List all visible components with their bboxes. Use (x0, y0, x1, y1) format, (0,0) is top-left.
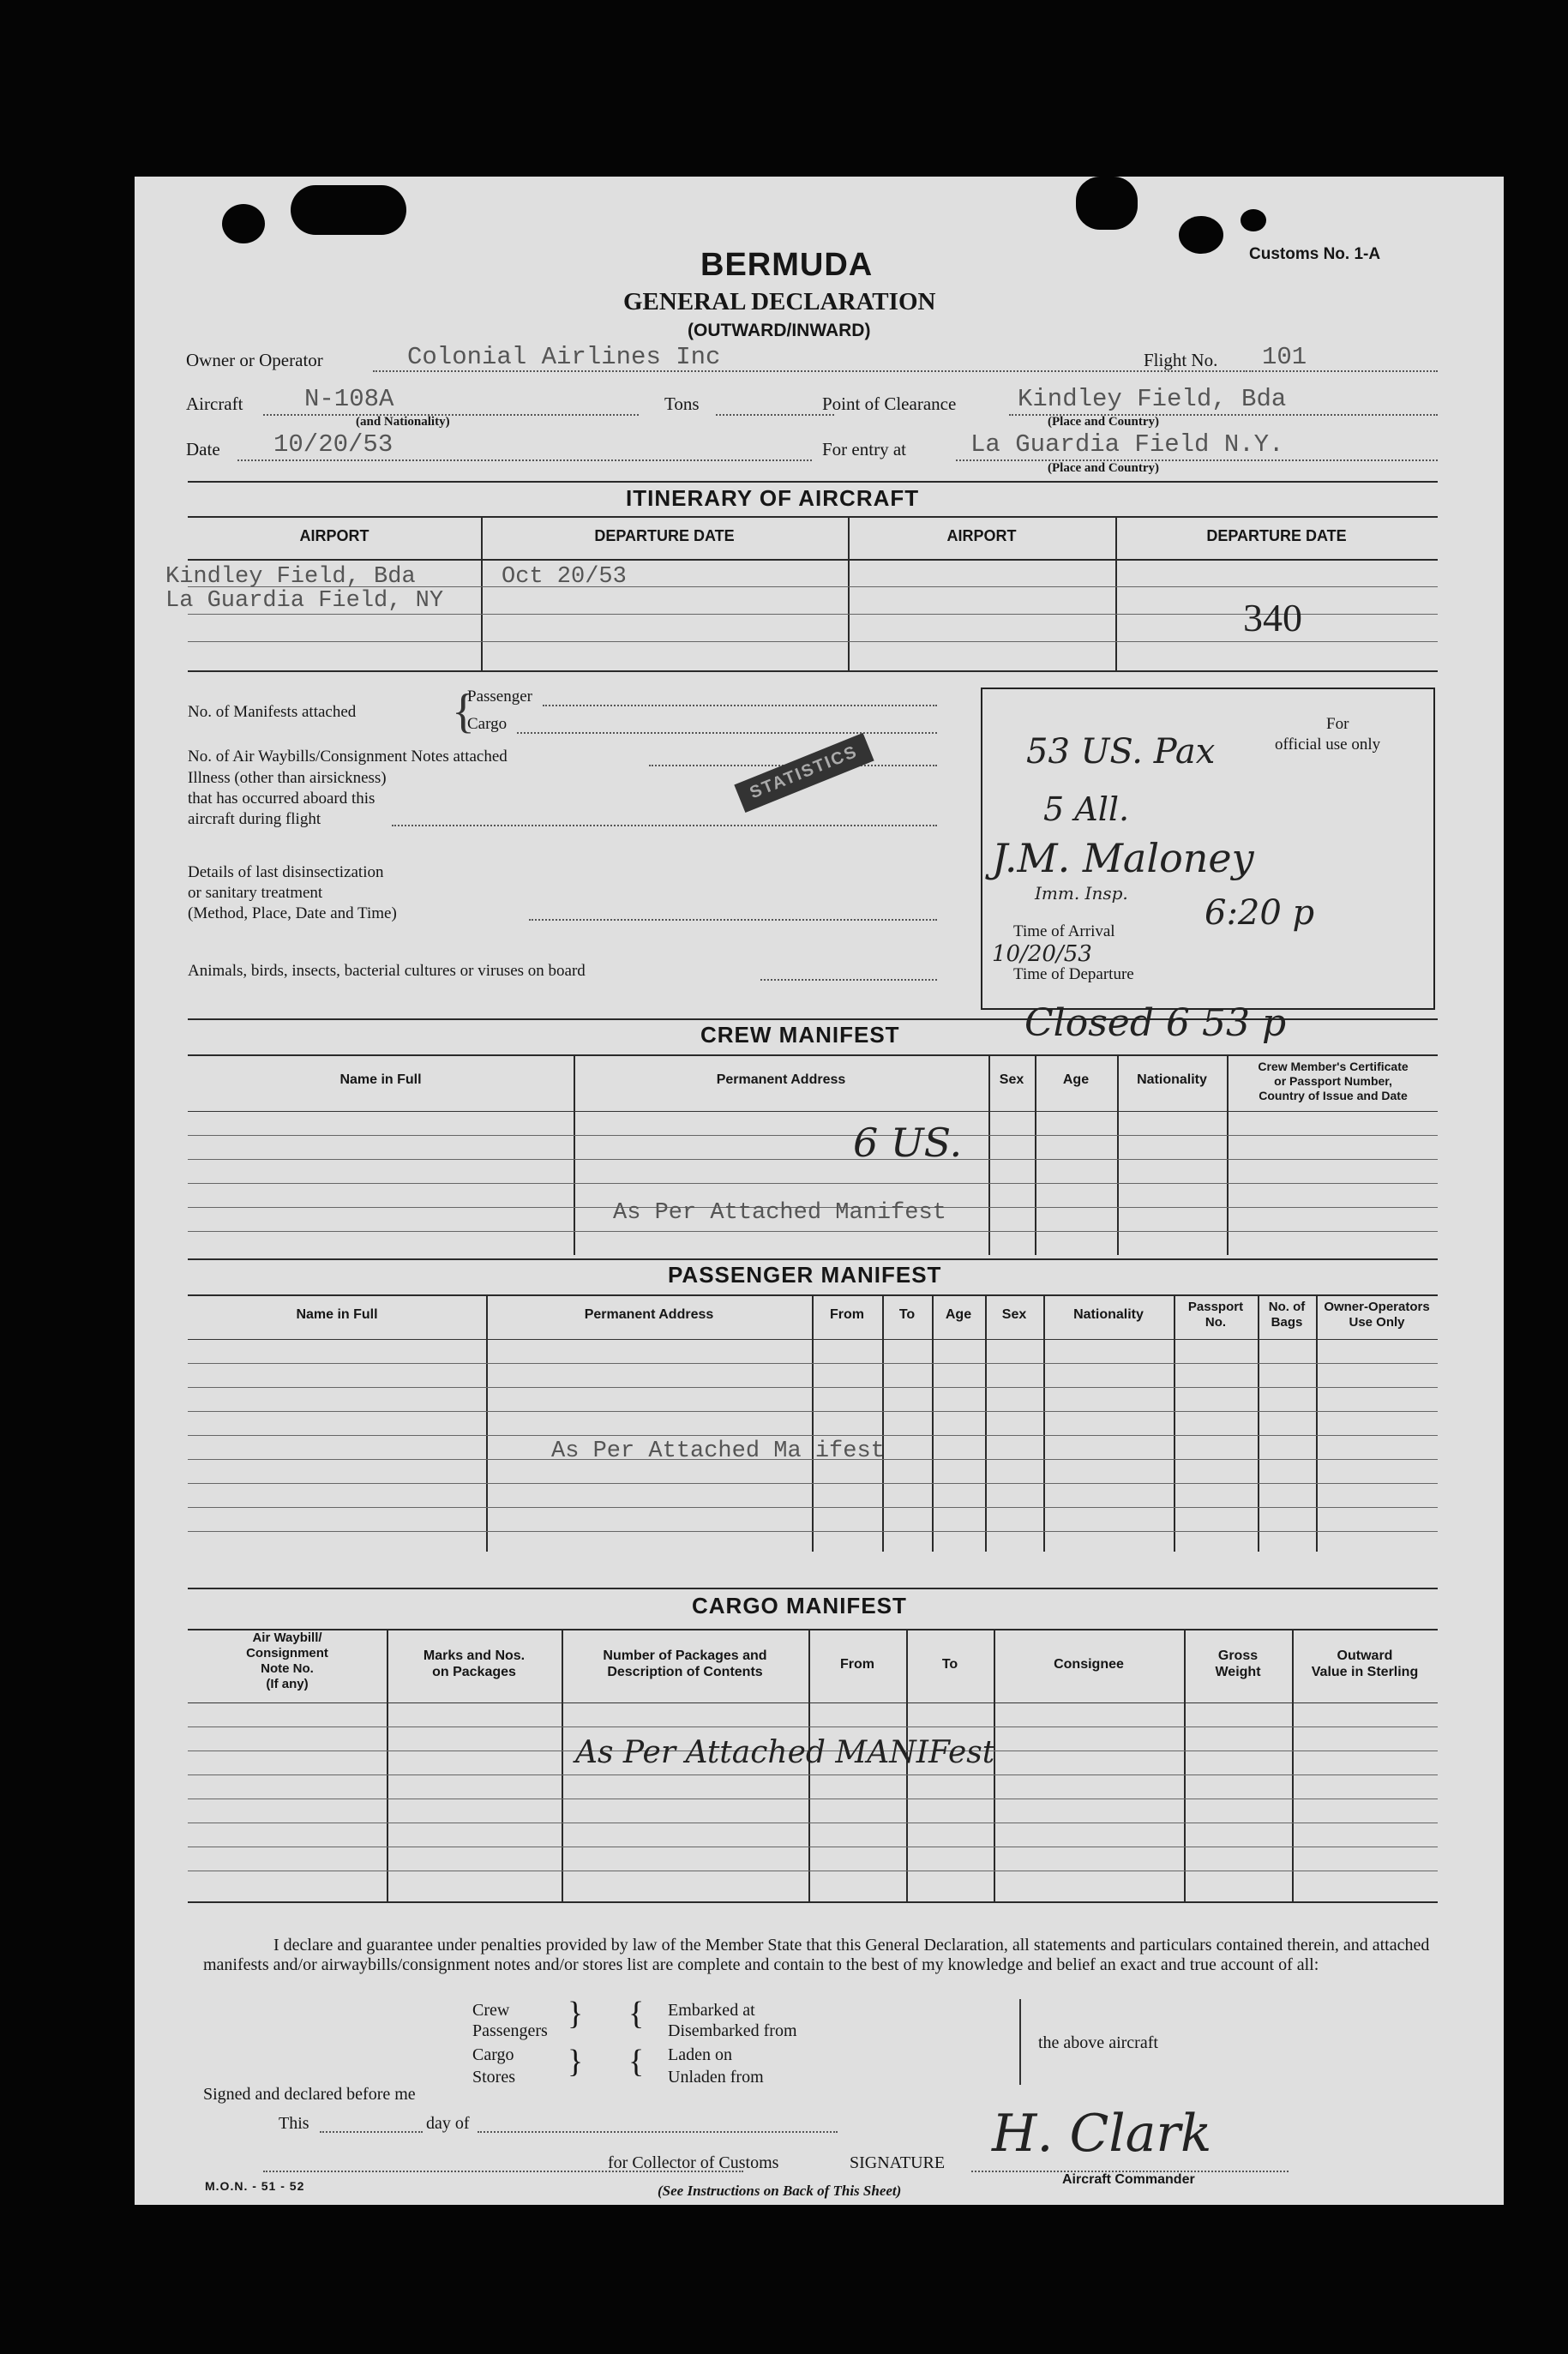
clearance-label: Point of Clearance (822, 393, 957, 414)
statistics-stamp: STATISTICS (734, 733, 874, 813)
manifest-cargo: Cargo (467, 715, 508, 733)
form-number: M.O.N. - 51 - 52 (205, 2179, 305, 2193)
crew-hand-count: 6 US. (853, 1120, 963, 1166)
flight-value: 101 (1262, 343, 1307, 371)
date-value: 10/20/53 (273, 430, 394, 459)
commander-label: Aircraft Commander (1062, 2172, 1195, 2187)
punch-hole-right (1179, 216, 1223, 254)
illness-label: Illness (other than airsickness) that has occurred aboard this aircraft during flight (188, 769, 387, 828)
entry-value: La Guardia Field N.Y. (970, 430, 1284, 459)
declaration-right-embarked: Embarked at (668, 2001, 755, 2020)
flight-label: Flight No. (1144, 350, 1218, 370)
form-title: BERMUDA (700, 247, 874, 283)
official-for: For (1326, 715, 1349, 733)
punch-hole-far-right (1241, 209, 1266, 231)
aircraft-note: (and Nationality) (356, 415, 450, 429)
pax-col-from: From (830, 1307, 864, 1322)
punch-tear-right (1076, 177, 1138, 230)
passenger-title: PASSENGER MANIFEST (668, 1262, 942, 1288)
time-departure-label: Time of Departure (1013, 965, 1134, 983)
manifests-label: No. of Manifests attached (188, 703, 357, 721)
itin-row1-date: Oct 20/53 (502, 564, 627, 590)
entry-note: (Place and Country) (1048, 461, 1159, 475)
crew-col-certificate: Crew Member's Certificate or Passport Number, Country of Issue and Date (1258, 1060, 1409, 1102)
declaration-left-crew: Crew (472, 2001, 510, 2020)
declaration-above-aircraft: the above aircraft (1038, 2033, 1158, 2052)
aircraft-label: Aircraft (186, 393, 243, 414)
official-hand-line1: 53 US. Pax (1026, 732, 1216, 772)
this-label: This (279, 2114, 309, 2133)
day-of-label: day of (426, 2114, 470, 2133)
pax-col-sex: Sex (1001, 1307, 1027, 1322)
itin-col-airport-1: AIRPORT (299, 527, 369, 544)
crew-col-sex: Sex (999, 1072, 1024, 1087)
waybills-label: No. of Air Waybills/Consignment Notes attached (188, 748, 508, 766)
crew-col-name: Name in Full (339, 1072, 422, 1087)
cargo-col-consignee: Consignee (1054, 1657, 1124, 1672)
crew-title: CREW MANIFEST (700, 1022, 900, 1048)
pax-col-age: Age (945, 1307, 972, 1322)
pax-col-passport: Passport No. (1187, 1300, 1244, 1330)
official-use-label: official use only (1275, 736, 1381, 754)
cargo-col-marks: Marks and Nos. on Packages (423, 1648, 526, 1679)
punch-tear-left (291, 185, 406, 235)
date-label: Date (186, 439, 220, 459)
time-arrival-value: 6:20 p (1205, 893, 1315, 933)
owner-value: Colonial Airlines Inc (407, 343, 721, 371)
cargo-col-value: Outward Value in Sterling (1311, 1648, 1419, 1679)
crew-col-age: Age (1062, 1072, 1090, 1087)
cargo-col-weight: Gross Weight (1215, 1648, 1261, 1679)
cargo-col-waybill: Air Waybill/ Consignment Note No. (If any) (246, 1630, 328, 1691)
cargo-title: CARGO MANIFEST (692, 1593, 907, 1618)
closed-note: Closed 6 53 p (1024, 1001, 1287, 1045)
animals-label: Animals, birds, insects, bacterial cultures or viruses on board (188, 962, 586, 980)
official-hand-line2: 5 All. (1043, 790, 1130, 828)
aircraft-value: N-108A (304, 385, 394, 413)
crew-col-nationality: Nationality (1137, 1072, 1207, 1087)
collector-label: for Collector of Customs (608, 2153, 779, 2172)
official-hand-signature: J.M. Maloney (992, 835, 1254, 881)
punch-hole-left (222, 204, 265, 243)
signed-declared: Signed and declared before me (203, 2085, 416, 2104)
pax-col-address: Permanent Address (584, 1307, 714, 1322)
disinsect-label: Details of last disinsectization or sanitary treatment (Method, Place, Date and Time) (188, 863, 397, 922)
pax-col-nationality: Nationality (1073, 1307, 1144, 1322)
declaration-left-cargo: Cargo (472, 2045, 514, 2064)
cargo-col-from: From (840, 1657, 874, 1672)
manifest-passenger: Passenger (467, 688, 532, 706)
itinerary-title: ITINERARY OF AIRCRAFT (626, 485, 920, 511)
time-arrival-label: Time of Arrival (1013, 922, 1115, 940)
owner-label: Owner or Operator (186, 350, 323, 370)
itin-col-airport-2: AIRPORT (946, 527, 1017, 544)
form-subtitle-2: (OUTWARD/INWARD) (688, 321, 871, 340)
declaration-left-stores: Stores (472, 2068, 515, 2087)
cargo-col-to: To (941, 1657, 958, 1672)
itin-col-date-2: DEPARTURE DATE (1206, 527, 1347, 544)
pax-col-bags: No. of Bags (1268, 1300, 1306, 1330)
entry-label: For entry at (822, 439, 906, 459)
cargo-col-packages: Number of Packages and Description of Contents (603, 1648, 767, 1679)
customs-number: Customs No. 1-A (1249, 245, 1381, 263)
form-subtitle: GENERAL DECLARATION (623, 288, 936, 315)
instructions-note: (See Instructions on Back of This Sheet) (658, 2183, 902, 2199)
pax-col-name: Name in Full (296, 1307, 378, 1322)
declaration-form: Customs No. 1-A BERMUDA GENERAL DECLARATION (OUTWARD/INWARD) Owner or Operator Colonial Airlines Inc Flight No. 101 Aircraft N-108A (and Nationality) Tons Point of Clearance Kindley Field, Bda (Place and Country) Date 10/20/53 For entry at La Guardia Field N.Y. (Place and Country) ITINERARY OF AIRCRAFT AIRPORT DEPARTURE DATE AIRPORT DEPARTURE DATE Kindley Field, Bda Oct 20/53 La Guardia Field, NY 340 No. of Manifests attached { Passenger Cargo No. of Air Waybills/Consignment Notes attached Illness (other than airsickness) that has occurred aboard this aircraft during flight STATISTICS Details of last disinsectization or sanitary treatment (Method, Place, Date and Time) Animals, birds, insects, bacterial cultures or viruses on board For official use only 53 US. Pax 5 All. J.M. Maloney Imm. Insp. Time of Arrival 6:20 p 10/20/53 Time of Departure CREW MANIFEST Closed 6 53 p Name in Full Permanent Address Sex Age Nationality Crew Member's Certificate or Passport Number, Country of Issue and Date 6 US. As Per Attached Manifest PASSENGER MANIFEST Name in Full Permanent Address From To Age Sex Nationality Passport No. No. of Bags Owner-Operators Use Only As Per Attached Ma ifest CARGO MANIFEST Air Waybill/ Consignment Note No. (If any) Marks and Nos. on Packages Number of Packages and Description of Contents From To Consignee Gross Weight Outward Value in Sterling As Per Attached MANIFest I declare and guarantee under penalties provided by law of the Member State that this General Declaration, all statements and particulars contained therein, and attached manifests and/or airwaybills/consignment notes and/or stores list are complete and contain to the best of my knowledge and belief an exact and true account of all: Crew Passengers Cargo Stores } } { { Embarked at Disembarked from Laden on Unladen from the above aircraft Signed and declared before me This day of for Collector of Customs SIGNATURE H. Clark Aircraft Commander M.O.N. - 51 - 52 (See Instructions on Back of This Sheet) (135, 177, 1504, 2205)
itin-row1-airport: Kindley Field, Bda (165, 564, 416, 590)
declaration-left-passengers: Passengers (472, 2021, 548, 2040)
itin-stamp-number: 340 (1243, 596, 1302, 640)
passenger-note: As Per Attached Ma ifest (551, 1438, 885, 1464)
clearance-note: (Place and Country) (1048, 415, 1159, 429)
commander-signature: H. Clark (992, 2104, 1212, 2164)
crew-col-address: Permanent Address (716, 1072, 846, 1087)
declaration-right-laden: Laden on (668, 2045, 732, 2064)
declaration-right-disembarked: Disembarked from (668, 2021, 797, 2040)
itin-row2-airport: La Guardia Field, NY (165, 588, 444, 614)
itin-col-date-1: DEPARTURE DATE (594, 527, 735, 544)
official-date-hand: 10/20/53 (992, 941, 1092, 967)
pax-col-owner: Owner-Operators Use Only (1324, 1300, 1430, 1330)
signature-label: SIGNATURE (850, 2153, 946, 2172)
clearance-value: Kindley Field, Bda (1018, 385, 1287, 413)
cargo-note: As Per Attached MANIFest (575, 1735, 995, 1770)
official-hand-sub: Imm. Insp. (1035, 883, 1128, 904)
declaration-text: I declare and guarantee under penalties provided by law of the Member State that this General Declaration, all statements and particulars contained therein, and attached manifests and/or airwaybills/consignment notes and/or stores list are complete and contain to the best of my knowledge and belief an exact and true account of all: (203, 1936, 1430, 1974)
crew-note: As Per Attached Manifest (613, 1200, 946, 1226)
tons-label: Tons (664, 393, 700, 414)
declaration-right-unladen: Unladen from (668, 2068, 764, 2087)
pax-col-to: To (898, 1307, 916, 1322)
